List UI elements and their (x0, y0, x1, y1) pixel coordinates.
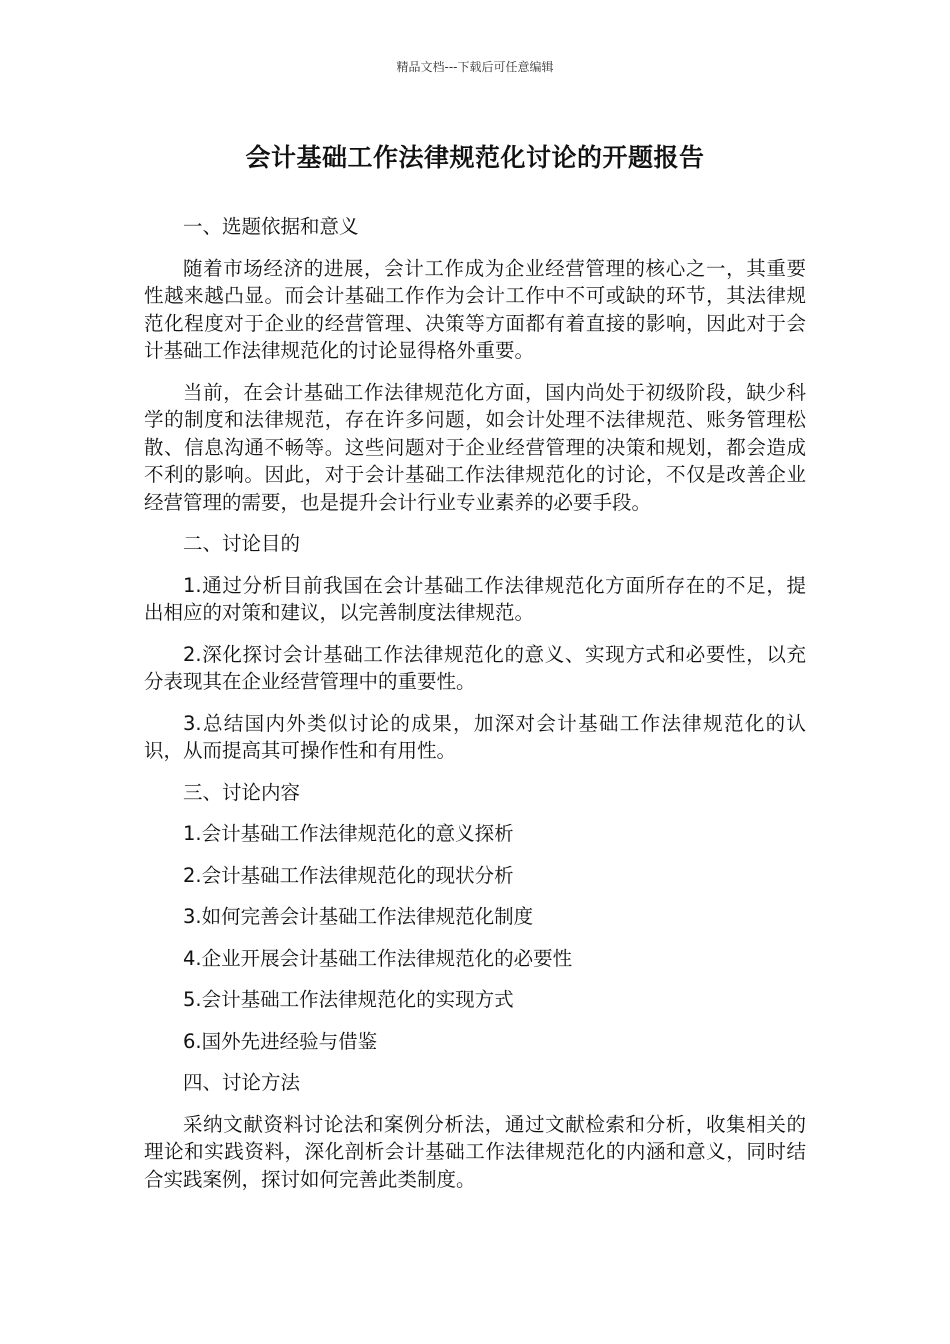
paragraph: 采纳文献资料讨论法和案例分析法，通过文献检索和分析，收集相关的理论和实践资料，深化剖析会计基础工作法律规范化的内涵和意义，同时结合实践案例，探讨如何完善此类制度。 (144, 1112, 806, 1191)
document-title: 会计基础工作法律规范化讨论的开题报告 (245, 143, 705, 172)
list-item: 4.企业开展会计基础工作法律规范化的必要性 (183, 946, 573, 970)
list-item: 1.通过分析目前我国在会计基础工作法律规范化方面所存在的不足，提出相应的对策和建议，以完善制度法律规范。 (144, 573, 806, 624)
list-item: 2.深化探讨会计基础工作法律规范化的意义、实现方式和必要性，以充分表现其在企业经营管理中的重要性。 (144, 642, 806, 693)
list-item: 6.国外先进经验与借鉴 (183, 1029, 378, 1053)
list-item: 5.会计基础工作法律规范化的实现方式 (183, 988, 514, 1011)
list-item: 3.总结国内外类似讨论的成果，加深对会计基础工作法律规范化的认识，从而提高其可操作性和有用性。 (144, 711, 806, 762)
section-heading-4: 四、讨论方法 (183, 1071, 301, 1094)
document-body (144, 213, 806, 1207)
list-item: 3.如何完善会计基础工作法律规范化制度 (183, 905, 534, 928)
paragraph: 随着市场经济的进展，会计工作成为企业经营管理的核心之一，其重要性越来越凸显。而会计基础工作作为会计工作中不可或缺的环节，其法律规范化程度对于企业的经营管理、决策等方面都有着直接的影响，因此对于会计基础工作法律规范化的讨论显得格外重要。 (144, 256, 806, 362)
list-item: 1.会计基础工作法律规范化的意义探析 (183, 822, 514, 845)
paragraph: 当前，在会计基础工作法律规范化方面，国内尚处于初级阶段，缺少科学的制度和法律规范，存在许多问题，如会计处理不法律规范、账务管理松散、信息沟通不畅等。这些问题对于企业经营管理的决策和规划，都会造成不利的影响。因此，对于会计基础工作法律规范化的讨论，不仅是改善企业经营管理的需要，也是提升会计行业专业素养的必要手段。 (144, 380, 806, 514)
header-note: 精品文档---下载后可任意编辑 (396, 60, 554, 74)
section-heading-3: 三、讨论内容 (183, 780, 301, 804)
section-heading-1: 一、选题依据和意义 (183, 215, 359, 238)
list-item: 2.会计基础工作法律规范化的现状分析 (183, 863, 514, 887)
section-heading-2: 二、讨论目的 (183, 532, 301, 555)
